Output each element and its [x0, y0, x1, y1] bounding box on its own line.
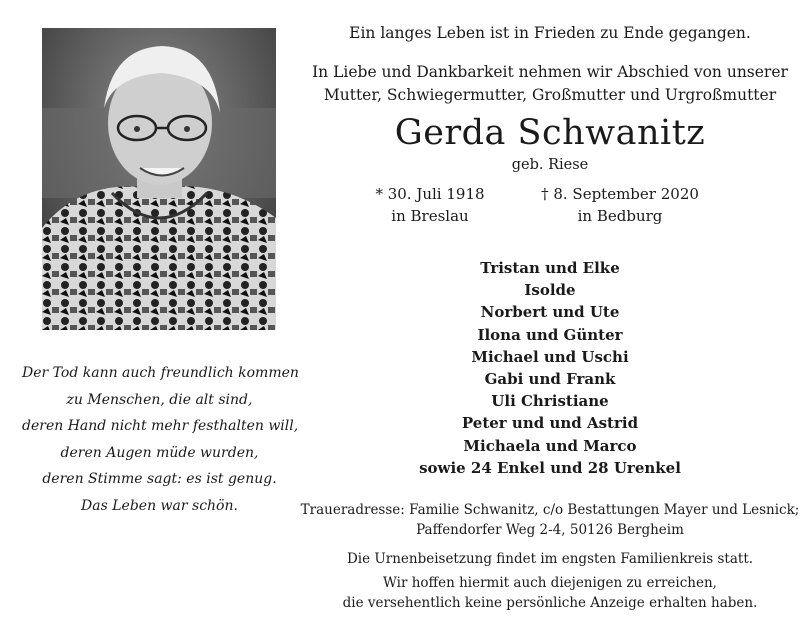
intro-line: In Liebe und Dankbarkeit nehmen wir Abschied von unserer	[312, 63, 788, 81]
mourning-address	[300, 500, 800, 540]
family-member: Peter und und Astrid	[461, 414, 639, 433]
family-member: Uli Christiane	[491, 392, 609, 411]
address-line: Paffendorfer Weg 2-4, 50126 Bergheim	[416, 522, 684, 538]
burial-notice: Die Urnenbeisetzung findet im engsten Familienkreis statt.	[346, 551, 754, 567]
death-info	[520, 183, 720, 227]
family-member: sowie 24 Enkel und 28 Urenkel	[419, 458, 681, 477]
deceased-name: Gerda Schwanitz	[394, 113, 706, 153]
poem-line: Der Tod kann auch freundlich kommen	[22, 365, 299, 381]
family-member: Tristan und Elke	[480, 259, 620, 277]
closing-line: Wir hoffen hiermit auch diejenigen zu erreichen,	[383, 575, 717, 591]
portrait-illustration	[42, 28, 276, 330]
family-member: Norbert und Ute	[480, 303, 620, 322]
family-list	[300, 257, 800, 479]
poem-line: zu Menschen, die alt sind,	[66, 391, 253, 408]
death-date: † 8. September 2020	[541, 185, 699, 203]
poem-line: Das Leben war schön.	[81, 497, 238, 514]
birth-name: geb. Riese	[511, 157, 589, 173]
intro-line: Ein langes Leben ist in Frieden zu Ende gegangen.	[349, 24, 751, 42]
death-place: in Bedburg	[577, 207, 663, 225]
address-line: Traueradresse: Familie Schwanitz, c/o Bestattungen Mayer und Lesnick;	[300, 502, 800, 518]
closing-note	[300, 574, 800, 613]
poem-line: deren Hand nicht mehr festhalten will,	[22, 418, 299, 434]
portrait-photo	[42, 28, 276, 330]
family-member: Isolde	[524, 281, 576, 300]
family-member: Gabi und Frank	[484, 370, 616, 389]
family-member: Michael und Uschi	[471, 347, 629, 366]
birth-info	[330, 183, 530, 227]
birth-date: * 30. Juli 1918	[375, 185, 485, 203]
poem-line: deren Augen müde wurden,	[60, 444, 259, 461]
family-member: Ilona und Günter	[477, 325, 623, 344]
poem-line: deren Stimme sagt: es ist genug.	[42, 471, 277, 487]
birth-place: in Breslau	[391, 207, 469, 225]
intro-line: Mutter, Schwiegermutter, Großmutter und Urgroßmutter	[323, 86, 777, 104]
closing-line: die versehentlich keine persönliche Anzeige erhalten haben.	[342, 594, 758, 611]
intro-farewell	[300, 61, 800, 107]
family-member: Michaela und Marco	[463, 436, 637, 455]
poem	[22, 360, 297, 519]
